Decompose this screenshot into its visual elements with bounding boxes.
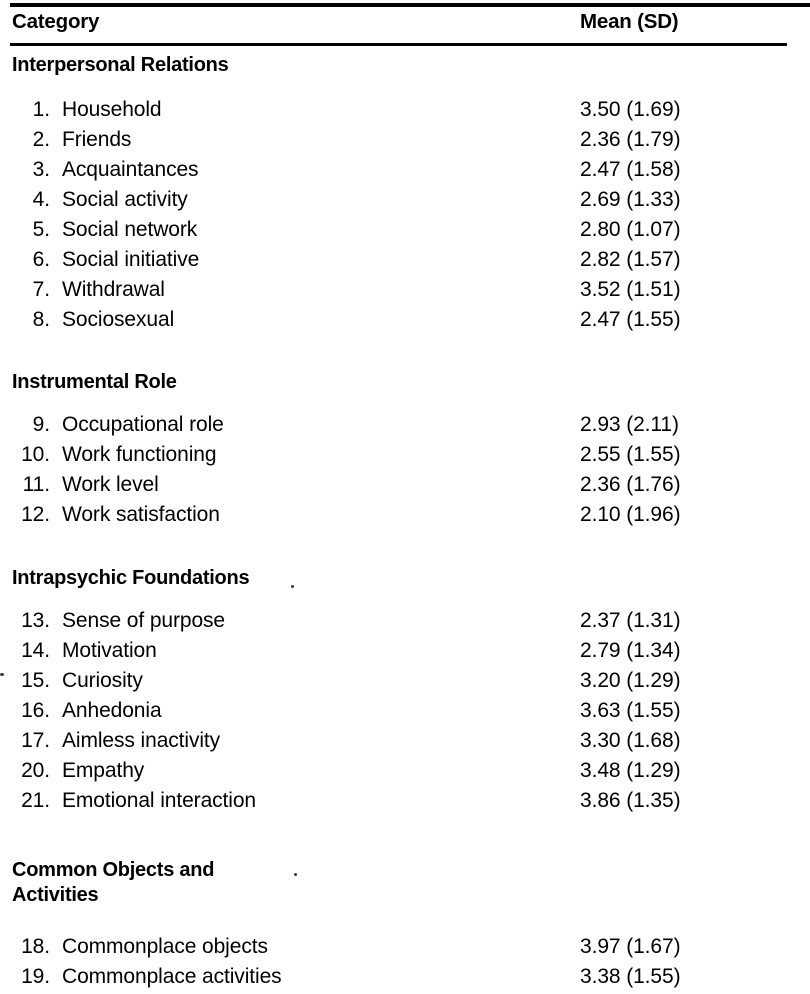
row-label: Commonplace activities <box>62 965 282 988</box>
row-value: 3.86 (1.35) <box>580 789 681 812</box>
table-row <box>0 608 810 634</box>
column-header-category: Category <box>12 10 100 33</box>
row-number: 5. <box>32 218 50 241</box>
row-value: 2.80 (1.07) <box>580 218 681 241</box>
row-number: 17. <box>21 729 50 752</box>
row-value: 3.50 (1.69) <box>580 98 681 121</box>
row-label: Sense of purpose <box>62 609 226 632</box>
table-row <box>0 157 810 183</box>
row-number: 15. <box>21 669 50 692</box>
row-value: 3.48 (1.29) <box>580 759 681 782</box>
row-number: 18. <box>21 935 50 958</box>
row-number: 3. <box>32 158 50 181</box>
row-number: 6. <box>32 248 50 271</box>
section-heading-instrumental-role: Instrumental Role <box>12 371 177 393</box>
row-label: Social initiative <box>62 248 200 271</box>
row-label: Sociosexual <box>62 308 175 331</box>
table-row <box>0 502 810 528</box>
table-row <box>0 127 810 153</box>
row-value: 2.10 (1.96) <box>580 503 681 526</box>
row-number: 13. <box>21 609 50 632</box>
table-header-rule <box>10 43 787 46</box>
section-heading-common-objects-and-activities: Common Objects and Activities <box>12 859 215 906</box>
table-row <box>0 698 810 724</box>
row-number: 20. <box>21 759 50 782</box>
table-row <box>0 788 810 814</box>
row-value: 2.47 (1.58) <box>580 158 681 181</box>
row-number: 2. <box>32 128 50 151</box>
row-value: 3.97 (1.67) <box>580 935 681 958</box>
section-heading-intrapsychic-foundations: Intrapsychic Foundations <box>12 567 250 589</box>
row-number: 8. <box>32 308 50 331</box>
row-value: 3.30 (1.68) <box>580 729 681 752</box>
row-label: Work level <box>62 473 159 496</box>
row-number: 1. <box>32 98 50 121</box>
row-label: Work functioning <box>62 443 217 466</box>
row-value: 2.82 (1.57) <box>580 248 681 271</box>
section-heading-interpersonal-relations: Interpersonal Relations <box>12 54 229 76</box>
row-number: 4. <box>32 188 50 211</box>
table-row <box>0 472 810 498</box>
table-row <box>0 307 810 333</box>
row-value: 2.69 (1.33) <box>580 188 681 211</box>
row-label: Acquaintances <box>62 158 199 181</box>
table-row <box>0 247 810 273</box>
table-header-row <box>0 10 810 40</box>
row-value: 2.93 (2.11) <box>580 413 679 436</box>
row-label: Emotional interaction <box>62 789 257 812</box>
row-value: 2.36 (1.79) <box>580 128 681 151</box>
row-number: 21. <box>21 789 50 812</box>
scan-speckle <box>0 673 4 676</box>
table-row <box>0 442 810 468</box>
row-number: 12. <box>21 503 50 526</box>
table-row <box>0 217 810 243</box>
row-value: 2.36 (1.76) <box>580 473 681 496</box>
table-row <box>0 187 810 213</box>
table-top-rule <box>10 3 810 7</box>
row-value: 2.55 (1.55) <box>580 443 681 466</box>
table-row <box>0 638 810 664</box>
row-value: 2.47 (1.55) <box>580 308 681 331</box>
row-label: Withdrawal <box>62 278 165 301</box>
row-number: 19. <box>21 965 50 988</box>
table-row <box>0 412 810 438</box>
row-label: Social network <box>62 218 198 241</box>
row-number: 14. <box>21 639 50 662</box>
row-number: 11. <box>22 473 50 496</box>
table-row <box>0 964 810 990</box>
scan-speckle <box>294 873 297 876</box>
row-label: Work satisfaction <box>62 503 220 526</box>
row-value: 3.38 (1.55) <box>580 965 681 988</box>
table-row <box>0 758 810 784</box>
row-label: Aimless inactivity <box>62 729 221 752</box>
table-row <box>0 668 810 694</box>
table-row <box>0 97 810 123</box>
scan-speckle <box>291 585 294 588</box>
table-row <box>0 934 810 960</box>
column-header-mean-sd: Mean (SD) <box>580 10 679 33</box>
row-value: 3.63 (1.55) <box>580 699 681 722</box>
row-number: 9. <box>32 413 50 436</box>
row-label: Motivation <box>62 639 157 662</box>
row-value: 2.79 (1.34) <box>580 639 681 662</box>
row-label: Social activity <box>62 188 188 211</box>
row-value: 3.20 (1.29) <box>580 669 681 692</box>
table-row <box>0 277 810 303</box>
row-value: 2.37 (1.31) <box>580 609 681 632</box>
row-label: Curiosity <box>62 669 143 692</box>
row-label: Household <box>62 98 162 121</box>
table-row <box>0 728 810 754</box>
row-label: Anhedonia <box>62 699 162 722</box>
row-number: 10. <box>21 443 50 466</box>
row-number: 16. <box>21 699 50 722</box>
row-label: Empathy <box>62 759 145 782</box>
row-value: 3.52 (1.51) <box>580 278 681 301</box>
row-number: 7. <box>32 278 50 301</box>
row-label: Friends <box>62 128 132 151</box>
row-label: Occupational role <box>62 413 224 436</box>
row-label: Commonplace objects <box>62 935 268 958</box>
